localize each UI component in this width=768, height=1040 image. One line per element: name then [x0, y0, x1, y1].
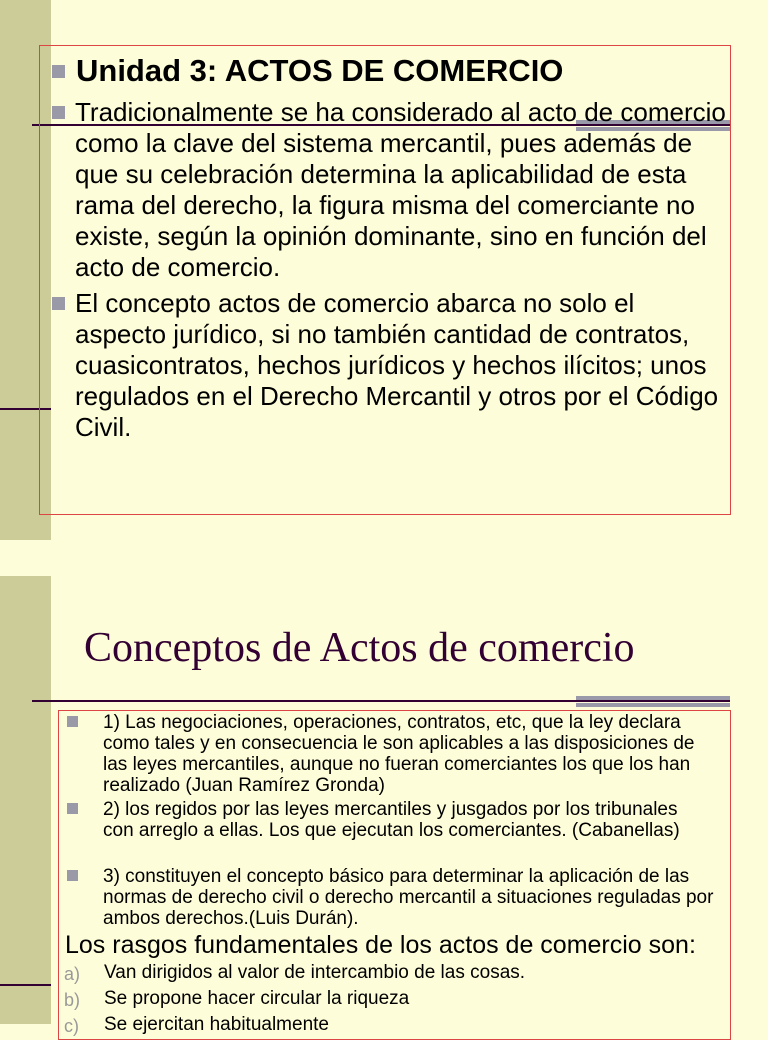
bullet-square-icon	[67, 803, 78, 814]
bullet-square-icon	[52, 106, 65, 119]
list-item: Van dirigidos al valor de intercambio de las cosas.	[104, 962, 526, 983]
accent-bar	[576, 696, 730, 700]
bullet-square-icon	[52, 65, 65, 78]
divider-line	[32, 700, 730, 702]
concept-item: 3) constituyen el concepto básico para determinar la aplicación de las normas de derecho civil o derecho mercantil a situaciones reguladas por ambos derechos.(Luis Durán).	[103, 866, 714, 929]
rasgos-heading: Los rasgos fundamentales de los actos de comercio son:	[65, 931, 696, 959]
accent-bar	[576, 703, 730, 707]
concept-item: 2) los regidos por las leyes mercantiles y jusgados por los tribunales con arreglo a ellas. Los que ejecutan los comerciantes. (Cabanellas)	[103, 799, 680, 841]
list-marker: c)	[64, 1016, 79, 1036]
concept-item: 1) Las negociaciones, operaciones, contratos, etc, que la ley declara como tales y en consecuencia le son aplicables a las disposiciones de las leyes mercantiles, aunque no fueran comerciantes los que los han realizado (Juan Ramírez Gronda)	[103, 712, 695, 796]
bullet-square-icon	[67, 870, 78, 881]
list-item: Se ejercitan habitualmente	[104, 1014, 329, 1035]
slide-title: Conceptos de Actos de comercio	[84, 625, 635, 671]
bullet-square-icon	[52, 297, 65, 310]
slide-sidebar	[0, 576, 51, 1024]
paragraph: Tradicionalmente se ha considerado al acto de comercio como la clave del sistema mercantil, pues además de que su celebración determina la aplicabilidad de esta rama del derecho, la figura misma del comerciante no existe, según la opinión dominante, sino en función del acto de comercio.	[75, 97, 726, 282]
list-item: Se propone hacer circular la riqueza	[104, 988, 410, 1009]
paragraph: El concepto actos de comercio abarca no solo el aspecto jurídico, si no también cantidad de contratos, cuasicontratos, hechos jurídicos y hechos ilícitos; unos regulados en el Derecho Mercantil y otros por el Código Civil.	[75, 288, 719, 442]
list-marker: b)	[64, 990, 81, 1010]
bullet-square-icon	[67, 716, 78, 727]
list-marker: a)	[64, 964, 81, 984]
slide-title: Unidad 3: ACTOS DE COMERCIO	[76, 53, 564, 88]
sidebar-tick	[0, 984, 51, 986]
